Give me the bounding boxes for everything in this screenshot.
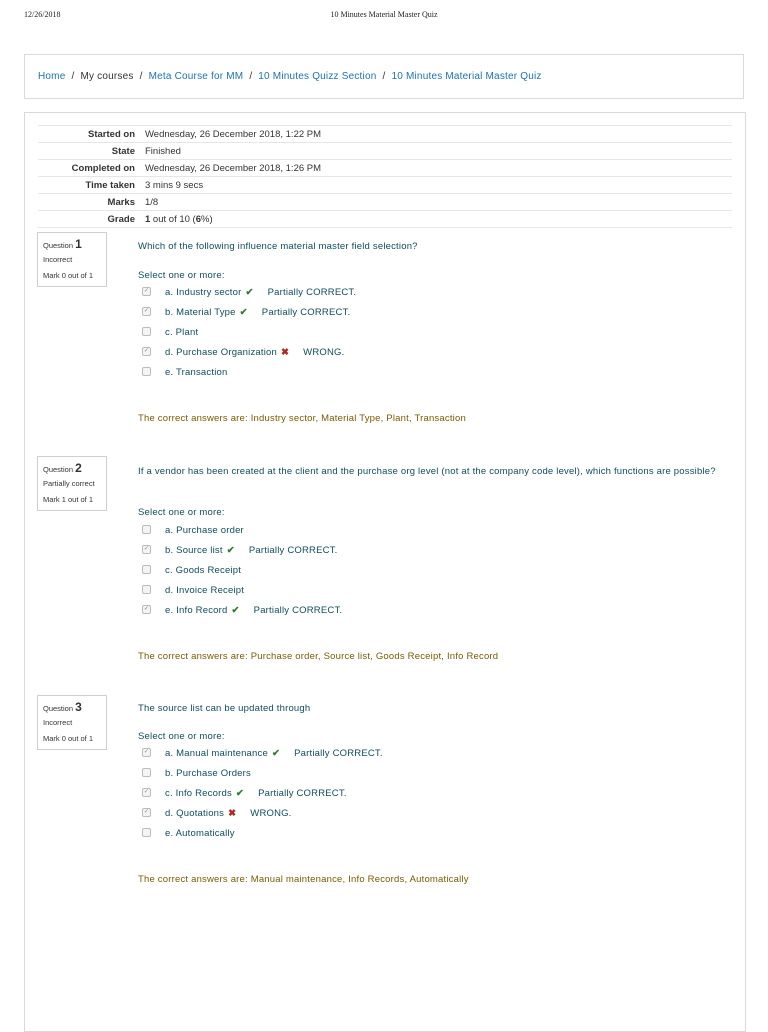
question-text: Which of the following influence material master field selection? [138,241,418,252]
summary-label: Completed on [71,163,135,174]
breadcrumb-home-link[interactable]: Home [38,71,66,82]
question-mark: Mark 1 out of 1 [43,495,94,504]
grade-rest: out of 10 ( [150,214,196,225]
question-text: The source list can be updated through [138,703,311,714]
breadcrumb-separator: / [139,71,143,82]
print-title: 10 Minutes Material Master Quiz [330,10,438,19]
option-label: d. Purchase Organization [165,347,277,358]
option-feedback: Partially CORRECT. [253,605,343,616]
checkbox-unchecked-icon[interactable] [142,585,151,594]
option-label: c. Goods Receipt [165,565,242,576]
breadcrumb-separator: / [71,71,75,82]
option-label: c. Info Records [165,788,232,799]
option-label: b. Material Type [165,307,236,318]
check-icon: ✔ [245,287,254,298]
answer-option [142,585,244,599]
grade-score: 1 [145,214,151,225]
checkbox-unchecked-icon[interactable] [142,828,151,837]
answer-option [142,307,350,321]
breadcrumb-separator: / [382,71,386,82]
answer-option [142,525,244,539]
checkbox-checked-icon[interactable]: ✓ [143,307,150,314]
option-label: e. Automatically [165,828,235,839]
grade-percent: 6 [195,214,202,225]
checkbox-unchecked-icon[interactable] [142,565,151,574]
question-label: Question [43,465,74,474]
question-state: Partially correct [43,479,95,488]
answer-option [142,788,347,802]
checkbox-unchecked-icon[interactable] [142,768,151,777]
option-label: b. Purchase Orders [165,768,251,779]
answer-option [142,367,227,381]
option-feedback: WRONG. [303,347,345,358]
answer-option [142,748,383,762]
check-icon: ✔ [235,788,245,799]
breadcrumb-panel [24,54,744,99]
summary-value: 3 mins 9 secs [145,180,204,191]
checkbox-checked-icon[interactable]: ✓ [143,347,150,354]
breadcrumb-my-courses: My courses [80,71,134,82]
summary-label: Grade [107,214,135,225]
answer-option [142,287,356,301]
summary-label: Started on [88,129,135,140]
summary-row-grade [38,211,732,228]
option-feedback: Partially CORRECT. [258,788,347,799]
answer-option [142,768,251,782]
summary-row-marks [38,194,732,211]
breadcrumb-quiz-link[interactable]: 10 Minutes Material Master Quiz [391,71,542,82]
option-label: a. Manual maintenance [165,748,268,759]
check-icon: ✔ [271,748,281,759]
cross-icon: ✖ [281,347,290,358]
attempt-summary-table [38,125,732,228]
check-icon: ✔ [239,307,248,318]
option-feedback: Partially CORRECT. [267,287,357,298]
option-label: d. Invoice Receipt [165,585,245,596]
question-info-box [37,695,107,750]
answer-option [142,565,241,579]
correct-answers: The correct answers are: Manual maintenance, Info Records, Automatically [138,874,469,885]
correct-answers: The correct answers are: Industry sector, Material Type, Plant, Transaction [138,413,466,424]
option-label: a. Purchase order [165,525,244,536]
question-label: Question [43,241,74,250]
option-label: e. Info Record [165,605,228,616]
summary-value: Finished [145,146,181,157]
checkbox-unchecked-icon[interactable] [142,327,151,336]
option-feedback: Partially CORRECT. [261,307,351,318]
checkbox-checked-icon[interactable]: ✓ [143,788,150,795]
summary-label: Time taken [85,180,135,191]
answer-option [142,347,344,361]
summary-row-started [38,126,732,143]
summary-label: State [111,146,135,157]
question-number: 1 [75,237,82,251]
summary-value [145,214,213,225]
question-mark: Mark 0 out of 1 [43,271,94,280]
answer-option [142,808,292,822]
option-feedback: WRONG. [250,808,292,819]
option-label: b. Source list [165,545,223,556]
question-state: Incorrect [43,718,73,727]
summary-value: Wednesday, 26 December 2018, 1:22 PM [145,129,322,140]
question-text: If a vendor has been created at the client and the purchase org level (not at the company code level), which functions are possible? [138,466,716,477]
print-date: 12/26/2018 [24,10,61,19]
option-label: e. Transaction [165,367,228,378]
option-label: a. Industry sector [165,287,242,298]
breadcrumb-separator: / [249,71,253,82]
breadcrumb-section-link[interactable]: 10 Minutes Quizz Section [258,71,377,82]
question-mark: Mark 0 out of 1 [43,734,94,743]
answer-option [142,545,337,559]
select-prompt: Select one or more: [138,270,225,281]
question-number: 3 [75,700,82,714]
checkbox-checked-icon[interactable]: ✓ [143,605,150,612]
summary-label: Marks [107,197,135,208]
select-prompt: Select one or more: [138,731,225,742]
answer-option [142,605,342,619]
summary-row-state [38,143,732,160]
checkbox-checked-icon[interactable]: ✓ [143,287,150,294]
option-label: c. Plant [165,327,199,338]
select-prompt: Select one or more: [138,507,225,518]
answer-option [142,327,198,341]
checkbox-checked-icon[interactable]: ✓ [143,748,150,755]
summary-row-completed [38,160,732,177]
check-icon: ✔ [231,605,240,616]
print-header [0,10,768,24]
option-label: d. Quotations [165,808,225,819]
option-feedback: Partially CORRECT. [248,545,338,556]
question-state: Incorrect [43,255,73,264]
breadcrumb [38,71,542,82]
option-feedback: Partially CORRECT. [294,748,383,759]
question-info-box [37,456,107,511]
breadcrumb-course-link[interactable]: Meta Course for MM [148,71,244,82]
question-info-box [37,232,107,287]
summary-value: 1/8 [145,197,159,208]
answer-option [142,828,235,842]
summary-row-time-taken [38,177,732,194]
checkbox-checked-icon[interactable]: ✓ [143,545,150,552]
checkbox-unchecked-icon[interactable] [142,525,151,534]
question-number: 2 [75,461,82,475]
cross-icon: ✖ [228,808,237,819]
grade-end: %) [201,214,213,225]
summary-value: Wednesday, 26 December 2018, 1:26 PM [145,163,322,174]
correct-answers: The correct answers are: Purchase order, Source list, Goods Receipt, Info Record [138,651,499,662]
question-label: Question [43,704,74,713]
checkbox-checked-icon[interactable]: ✓ [143,808,150,815]
checkbox-unchecked-icon[interactable] [142,367,151,376]
check-icon: ✔ [226,545,235,556]
